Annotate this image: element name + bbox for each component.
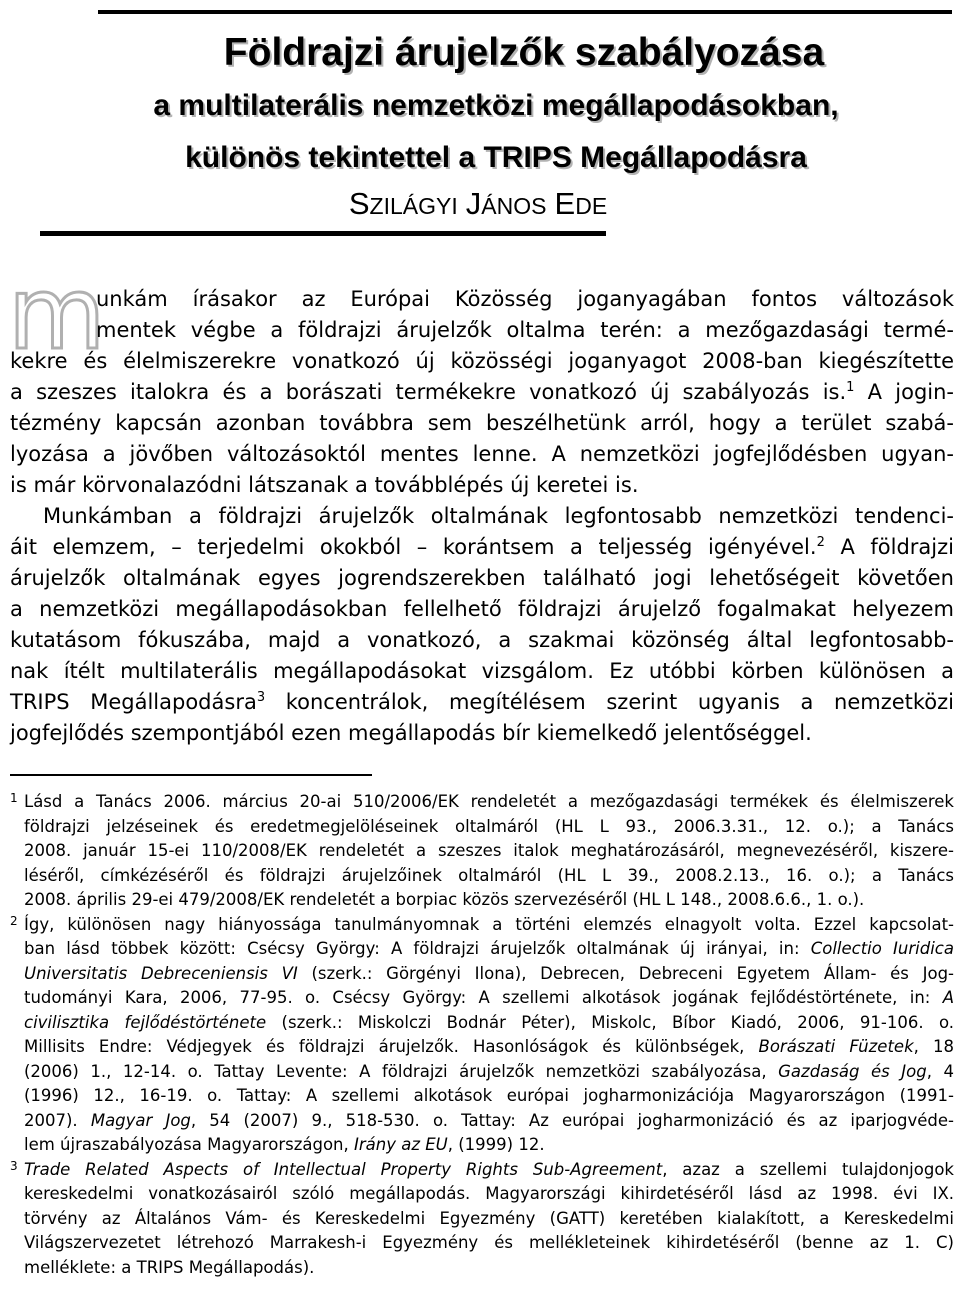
para2-line: Munkámban a földrajzi árujelzők oltalmának legfontosabb nemzetközi tendenci- xyxy=(43,504,954,528)
footnote-number: 2 xyxy=(10,913,18,928)
footnote-1: 1 Lásd a Tanács 2006. március 20-ai 510/2006/EK rendeletét a mezőgazdasági termékek és élelmiszerek földrajzi jelzéseinek és eredetmegjelöléseinek oltalmáról (HL L 93., 2006.3.31., 12. o.); a Tanács 2008. január 15-ei 110/2008/EK rendeletét a szeszes italok meghatározásáról, megnevezéséről, kiszere- léséről, címkézéséről és földrajzi árujelzőinek oltalmáról (HL L 39., 2008.2.13., 16. o.); a Tanács 2008. április 29-ei 479/2008/EK rendeletét a borpiac közös szervezéséről (HL L 148., 2008.6.6., 1. o.). xyxy=(10,790,954,913)
para1-line: unkám írásakor az Európai Közösség joganyagában fontos változások xyxy=(96,287,954,311)
paragraph-2 xyxy=(10,501,954,749)
para1-line: a szeszes italokra és a borászati termékekre vonatkozó új szabályozás is.$^1$ A jogin- xyxy=(10,380,954,404)
footnote-ref-2[interactable]: 2 xyxy=(816,535,825,550)
title-rule xyxy=(40,231,606,236)
footnote-2: 2 Így, különösen nagy hiányossága tanulmányomnak a történi elemzés elnagyolt volta. Ezzel kapcsolat- ban lásd többek között: Csécsy György: A földrajzi árujelzők oltalmának új irányai, in: Collectio Iuridica Universitatis Debreceniensis VI (szerk.: Görgényi Ilona), Debrecen, Debreceni Egyetem Állam- és Jog- tudományi Kara, 2006, 77-95. o. Csécsy György: A szellemi alkotások jogának fejlődéstörténete, in: A civilisztika fejlődéstörténete (szerk.: Miskolczi Bodnár Péter), Miskolc, Bíbor Kiadó, 2006, 91-106. o. Millisits Endre: Védjegyek és földrajzi árujelzők. Hasonlóságok és különbségek, Borászati Füzetek, 18 (2006) 1., 12-14. o. Tattay Levente: A földrajzi árujelzők nemzetközi szabályozása, Gazdaság és Jog, 4 (1996) 12., 16-19. o. Tattay: A szellemi alkotások európai jogharmonizációja Magyarországon (1991- 2007). Magyar Jog, 54 (2007) 9., 518-530. o. Tattay: Az európai jogharmonizáció és az iparjogvéde- lem újraszabályozása Magyarországon, Irány az EU, (1999) 12. xyxy=(10,913,954,1158)
page-title: Földrajzi árujelzők szabályozása xyxy=(223,31,825,74)
para2-line: a nemzetközi megállapodásokban fellelhető földrajzi árujelző fogalmakat helyezem xyxy=(10,597,954,621)
para2-line: kutatásom fókuszába, majd a vonatkozó, a szakmai közönség által legfontosabb- xyxy=(10,628,954,652)
para2-line: jogfejlődés szempontjából ezen megállapodás bír kiemelkedő jelentőséggel. xyxy=(10,721,812,745)
para2-line: TRIPS Megállapodásra$^3$ koncentrálok, megítélésem szerint ugyanis a nemzetközi xyxy=(10,690,954,714)
para1-line: kekre és élelmiszerekre vonatkozó új közösségi joganyagot 2008-ban kiegészítette xyxy=(10,349,954,373)
subtitle-line-1: a multilaterális nemzetközi megállapodásokban, xyxy=(153,89,839,122)
para1-line: mentek végbe a földrajzi árujelzők oltalma terén: a mezőgazdasági termé- xyxy=(96,318,954,342)
para1-line: lyozása a jövőben változásoktól mentes lenne. A nemzetközi jogfejlődésben ugyan- xyxy=(10,442,954,466)
footnote-separator xyxy=(10,774,372,776)
para2-line: árujelzők oltalmának egyes jogrendszerekben található jogi lehetőségeit követően xyxy=(10,566,954,590)
para2-line: nak ítélt multilaterális megállapodásokat vizsgálom. Ez utóbbi körben különösen a xyxy=(10,659,954,683)
para1-line: is már körvonalazódni látszanak a továbblépés új keretei is. xyxy=(10,473,639,497)
footnotes xyxy=(10,790,954,1280)
footnote-number: 1 xyxy=(10,791,18,805)
paragraph-1 xyxy=(10,284,954,501)
footnote-ref-1[interactable]: 1 xyxy=(846,380,855,395)
subtitle-line-2: különös tekintettel a TRIPS Megállapodásra xyxy=(185,141,807,174)
top-rule xyxy=(98,10,952,14)
footnote-3: 3 Trade Related Aspects of Intellectual Property Rights Sub-Agreement, azaz a szellemi tulajdonjogok kereskedelmi vonatkozásairól szóló megállapodás. Magyarországi kihirdetéséről lásd az 1998. évi IX. törvény az Általános Vám- és Kereskedelmi Egyezmény (GATT) keretében kialakított, a Kereskedelmi Világszervezetet létrehozó Marrakesh-i Egyezmény és mellékleteinek kihirdetéséről (benne az 1. C) melléklete: a TRIPS Megállapodás). xyxy=(10,1158,954,1281)
footnote-number: 3 xyxy=(10,1158,18,1173)
para2-line: áit elemzem, – terjedelmi okokból – korántsem a teljesség igényével.$^2$ A földrajzi xyxy=(10,535,954,559)
drop-cap-letter: m xyxy=(8,255,106,372)
footnote-ref-3[interactable]: 3 xyxy=(256,690,266,705)
para1-line: tézmény kapcsán azonban továbbra sem beszélhetünk arról, hogy a terület szabá- xyxy=(10,411,954,435)
author-name: SZILÁGYI JÁNOS EDE xyxy=(348,186,608,221)
